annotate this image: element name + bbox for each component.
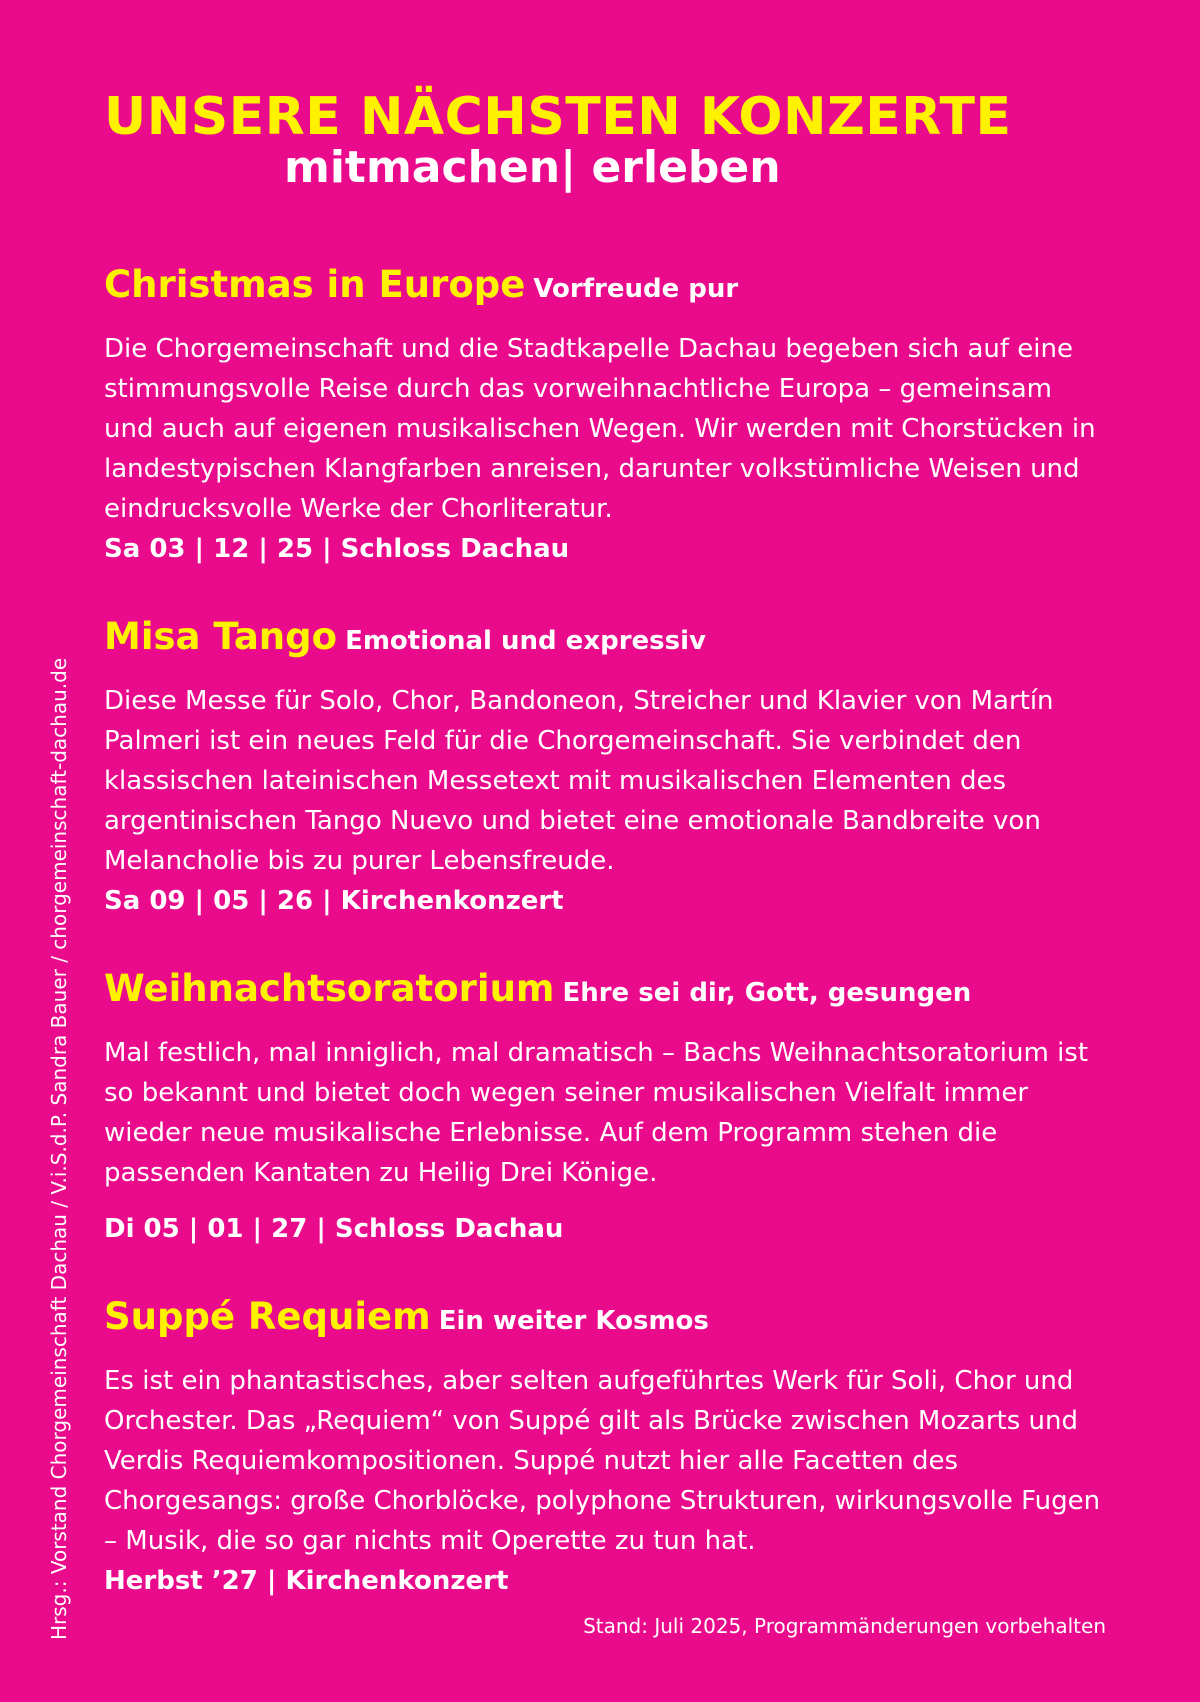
concert-tagline: Emotional und expressiv: [345, 626, 706, 656]
concert-weihnachtsoratorium: [104, 964, 1104, 1249]
concert-heading: [104, 964, 1104, 1021]
concert-date-location: Sa 09 | 05 | 26 | Kirchenkonzert: [104, 886, 564, 916]
concert-heading: [104, 260, 1104, 317]
concert-date-location: Di 05 | 01 | 27 | Schloss Dachau: [104, 1214, 564, 1244]
concert-misa-tango: [104, 612, 1104, 921]
concert-suppe-requiem: [104, 1292, 1104, 1601]
concert-heading: [104, 1292, 1104, 1349]
concert-date-location: Sa 03 | 12 | 25 | Schloss Dachau: [104, 534, 570, 564]
concert-title: Weihnachtsoratorium: [104, 967, 555, 1010]
concert-date-location: Herbst ’27 | Kirchenkonzert: [104, 1566, 509, 1596]
concert-title: Misa Tango: [104, 615, 338, 658]
page-title: UNSERE NÄCHSTEN KONZERTE: [104, 87, 1012, 147]
concert-description: Die Chorgemeinschaft und die Stadtkapelle Dachau begeben sich auf eine stimmungsvolle Reise durch das vorweihnachtliche Europa – gemeinsam und auch auf eigenen musikalischen Wegen. Wir werden mit Chorstücken in landestypischen Klangfarben anreisen, darunter volkstümliche Weisen und eindrucksvolle Werke der Chorliteratur.: [104, 334, 1096, 524]
page-subtitle: mitmachen| erleben: [284, 142, 781, 193]
concert-heading: [104, 612, 1104, 669]
concert-description: Mal festlich, mal inniglich, mal dramatisch – Bachs Weihnachtsoratorium ist so bekannt und bietet doch wegen seiner musikalischen Vielfalt immer wieder neue musikalische Erlebnisse. Auf dem Programm stehen die passenden Kantaten zu Heilig Drei Könige.: [104, 1038, 1089, 1188]
concert-title: Christmas in Europe: [104, 263, 526, 306]
concert-title: Suppé Requiem: [104, 1295, 431, 1338]
concert-tagline: Ein weiter Kosmos: [438, 1306, 709, 1336]
concert-description: Diese Messe für Solo, Chor, Bandoneon, Streicher und Klavier von Martín Palmeri ist ein neues Feld für die Chorgemeinschaft. Sie verbindet den klassischen lateinischen Messetext mit musikalischen Elementen des argentinischen Tango Nuevo und bietet eine emotionale Bandbreite von Melancholie bis zu purer Lebensfreude.: [104, 686, 1054, 876]
concert-description: Es ist ein phantastisches, aber selten aufgeführtes Werk für Soli, Chor und Orchester. Das „Requiem“ von Suppé gilt als Brücke zwischen Mozarts und Verdis Requiemkompositionen. Suppé nutzt hier alle Facetten des Chorgesangs: große Chorblöcke, polyphone Strukturen, wirkungsvolle Fugen – Musik, die so gar nichts mit Operette zu tun hat.: [104, 1366, 1101, 1556]
concert-tagline: Vorfreude pur: [533, 274, 739, 304]
footnote: Stand: Juli 2025, Programmänderungen vorbehalten: [583, 1614, 1106, 1638]
concert-christmas-in-europe: [104, 260, 1104, 569]
concert-tagline: Ehre sei dir, Gott, gesungen: [562, 978, 972, 1008]
imprint-vertical: Hrsg.: Vorstand Chorgemeinschaft Dachau / V.i.S.d.P. Sandra Bauer / chorgemeinschaft-dachau.de: [47, 657, 71, 1640]
